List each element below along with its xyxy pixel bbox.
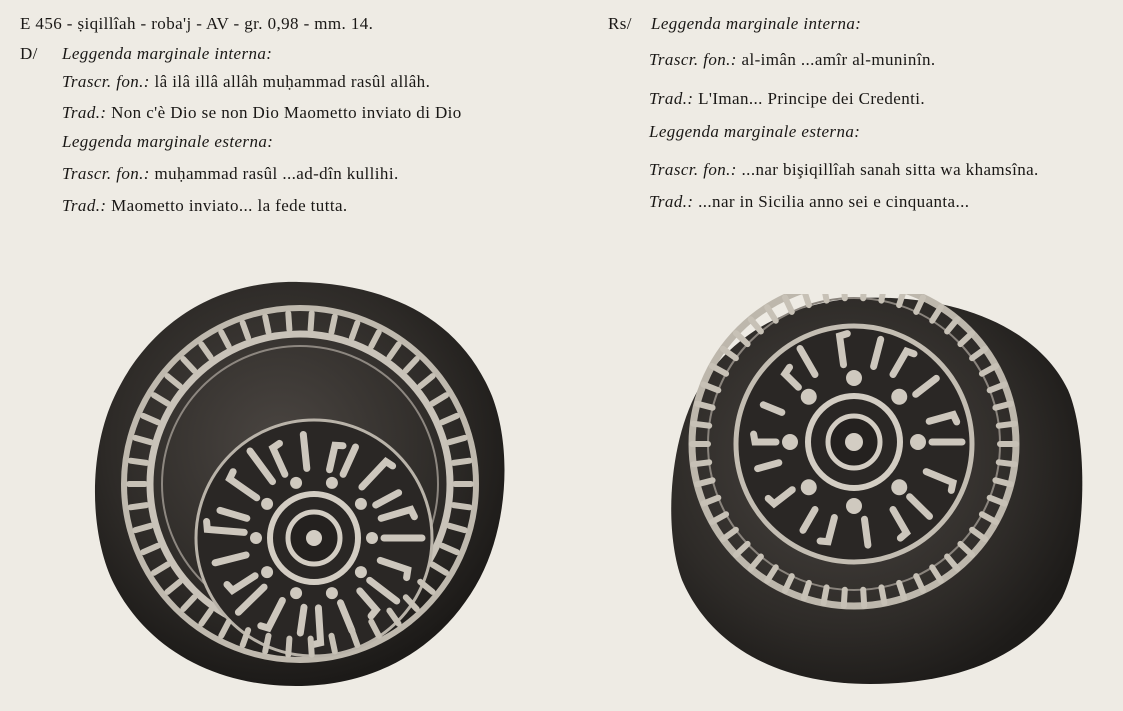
reverse-coin-image (664, 294, 1088, 686)
obverse-outer-transcription-row (62, 164, 399, 184)
obverse-outer-heading: Leggenda marginale esterna: (62, 132, 274, 151)
reverse-inner-translation-row (649, 89, 925, 109)
reverse-inner-transcription: al-imân ...amîr al-muninîn. (741, 50, 936, 69)
obverse-coin-image (88, 278, 510, 690)
catalog-line: E 456 - ṣiqillîah - roba'j - AV - gr. 0,98 - mm. 14. (20, 14, 374, 33)
translation-label: Trad.: (62, 103, 107, 122)
obverse-inner-transcription: lâ ilâ illâ allâh muḥammad rasûl allâh. (154, 72, 431, 91)
obverse-inner-transcription-row (62, 72, 430, 92)
reverse-outer-translation: ...nar in Sicilia anno sei e cinquanta... (698, 192, 970, 211)
translation-label: Trad.: (649, 89, 694, 108)
reverse-marker: Rs/ (608, 14, 632, 33)
reverse-inner-translation: L'Iman... Principe dei Credenti. (698, 89, 925, 108)
obverse-outer-translation-row (62, 196, 348, 216)
transcription-label: Trascr. fon.: (62, 72, 150, 91)
reverse-inner-transcription-row (649, 50, 936, 70)
reverse-inner-heading: Leggenda marginale interna: (651, 14, 862, 33)
obverse-outer-transcription: muḥammad rasûl ...ad-dîn kullihi. (154, 164, 399, 183)
transcription-label: Trascr. fon.: (649, 160, 737, 179)
reverse-outer-translation-row (649, 192, 969, 212)
obverse-marker: D/ (20, 44, 38, 63)
translation-label: Trad.: (649, 192, 694, 211)
reverse-outer-transcription-row (649, 160, 1039, 180)
reverse-outer-heading: Leggenda marginale esterna: (649, 122, 861, 141)
translation-label: Trad.: (62, 196, 107, 215)
transcription-label: Trascr. fon.: (649, 50, 737, 69)
obverse-outer-translation: Maometto inviato... la fede tutta. (111, 196, 348, 215)
obverse-inner-heading: Leggenda marginale interna: (62, 44, 273, 63)
obverse-inner-translation-row (62, 103, 462, 123)
obverse-inner-translation: Non c'è Dio se non Dio Maometto inviato di Dio (111, 103, 462, 122)
transcription-label: Trascr. fon.: (62, 164, 150, 183)
reverse-outer-transcription: ...nar bişiqillîah sanah sitta wa khamsîna. (741, 160, 1039, 179)
